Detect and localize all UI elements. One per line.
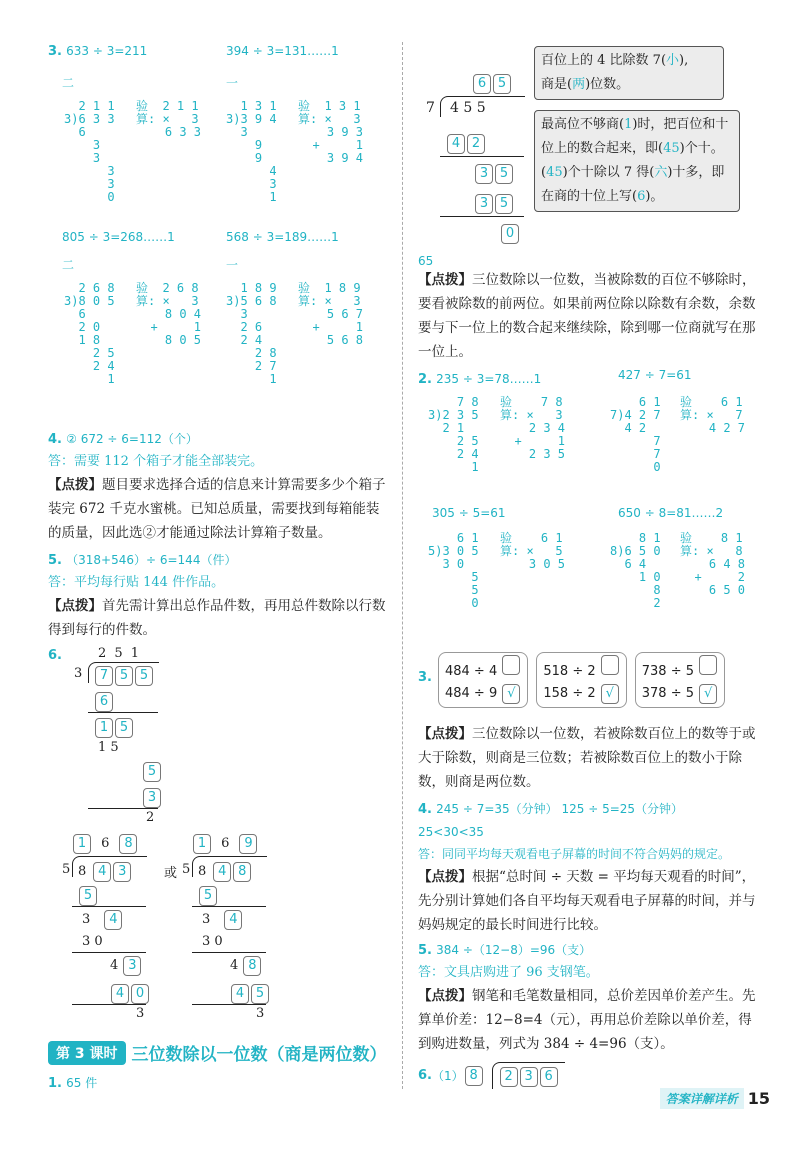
q6b-quotient xyxy=(72,832,138,854)
tip4-tag: 【点拨】 xyxy=(418,988,472,1004)
q5-block xyxy=(48,549,388,642)
speech2-text: )十多，即在商的十位上写( xyxy=(541,165,725,204)
q3c-work: 2 6 8 3)8 0 5 6 2 0 1 8 2 5 2 4 1 xyxy=(64,281,115,386)
q3c-equation: 805 ÷ 3=268……1 xyxy=(62,230,175,244)
q5-label: 5. xyxy=(418,943,432,958)
q6-divisor: 3 xyxy=(74,666,83,681)
q3-compare xyxy=(418,646,758,708)
q6c-remainder: 3 xyxy=(256,1006,265,1021)
compare-group xyxy=(635,652,725,708)
tip1: 三位数除以一位数，当被除数的百位不够除时，要看被除数的前两位。如果前两位除以除数有余数，余数要与下一位上的数合起来继续除，除到哪一位商就写在那一位上。 xyxy=(418,272,756,360)
speech1-text: 百位上的 4 比除数 7( xyxy=(541,53,667,68)
r-65: 65 xyxy=(418,254,434,268)
speech2-text: )个十。( xyxy=(541,141,724,180)
right-column xyxy=(418,40,758,1089)
q6c-box: 4 xyxy=(231,984,249,1004)
q5-answer: 答：文具店购进了 96 支钢笔。 xyxy=(418,965,599,980)
q2a-check: 验 7 8 算: × 3 2 3 4 + 1 2 3 5 xyxy=(500,395,566,461)
q6-remainder: 2 xyxy=(146,810,155,825)
q6-label: 6. xyxy=(418,1068,432,1083)
q6b-box: 4 xyxy=(93,862,111,882)
q2a-equation: 235 ÷ 3=78……1 xyxy=(436,372,542,386)
q6-box: 5 xyxy=(135,666,153,686)
lesson-q1 xyxy=(48,1072,97,1095)
q6c-box: 1 xyxy=(193,834,211,854)
q6-box: 1 xyxy=(95,718,113,738)
q2a-work: 7 8 3)2 3 5 2 1 2 5 2 4 1 xyxy=(428,395,479,474)
tip2: 三位数除以一位数，若被除数百位上的数等于或大于除数，则商是三位数；若被除数百位上的数小于除数，则商是两位数。 xyxy=(418,726,756,790)
compare-group xyxy=(438,652,528,708)
q6c-mid: 6 xyxy=(221,836,230,851)
q6b-remainder: 3 xyxy=(136,1006,145,1021)
column-divider xyxy=(402,42,403,1089)
q5-answer: 答：平均每行贴 144 件作品。 xyxy=(48,575,225,590)
tip2-tag: 【点拨】 xyxy=(418,726,472,742)
q6c-box: 8 xyxy=(243,956,261,976)
compare-box[interactable] xyxy=(502,655,520,675)
div-box: 3 xyxy=(475,164,493,184)
q3-label: 3. xyxy=(48,44,62,59)
q6-label: 6. xyxy=(48,648,62,663)
q2c-work: 6 1 5)3 0 5 3 0 5 5 0 xyxy=(428,531,479,610)
q3d-digit: 一 xyxy=(226,258,239,272)
q5-equation: 384 ÷（12−8）=96（支） xyxy=(436,943,592,957)
q6c-rule xyxy=(192,952,266,953)
q6c-plain30: 3 0 xyxy=(202,934,223,949)
q4-equation: ② 672 ÷ 6=112（个） xyxy=(66,432,198,446)
speech2-fill: 45 xyxy=(546,165,563,180)
division-diagram xyxy=(418,40,758,252)
q6b-rule xyxy=(72,952,146,953)
lesson-title: 三位数除以一位数（商是两位数） xyxy=(131,1045,387,1065)
q6b-box: 1 xyxy=(73,834,91,854)
speech1-fill: 两 xyxy=(572,77,586,92)
q2d-work: 8 1 8)6 5 0 6 4 1 0 8 2 xyxy=(610,531,661,610)
q5-label: 5. xyxy=(48,553,62,568)
q6b-mid: 6 xyxy=(101,836,110,851)
q3d-equation: 568 ÷ 3=189……1 xyxy=(226,230,339,244)
q2d-check: 验 8 1 算: × 8 6 4 8 + 2 6 5 0 xyxy=(680,531,746,597)
compare-box[interactable] xyxy=(699,655,717,675)
q3c-check: 验 2 6 8 算: × 3 8 0 4 + 1 8 0 5 xyxy=(136,281,202,347)
q3b-work: 1 3 1 3)3 9 4 3 9 9 4 3 1 xyxy=(226,99,277,204)
q3b-check: 验 1 3 1 算: × 3 3 9 3 + 1 3 9 4 xyxy=(298,99,364,165)
q4-block xyxy=(48,428,388,545)
q6-plain-15: 1 5 xyxy=(98,740,119,755)
q6-quotient: 2 5 1 xyxy=(98,646,142,661)
q6b-box: 4 xyxy=(111,984,129,1004)
q6b-box: 0 xyxy=(131,984,149,1004)
q6b-box: 5 xyxy=(79,886,97,906)
compare-expr: 518 ÷ 2 xyxy=(543,664,596,679)
q3a-equation: 633 ÷ 3=211 xyxy=(66,44,148,58)
q6-box: 5 xyxy=(115,666,133,686)
q4-label: 4. xyxy=(418,802,432,817)
div-box: 4 xyxy=(447,134,465,154)
q2b-equation: 427 ÷ 7=61 xyxy=(618,368,692,382)
q6-rule xyxy=(88,712,158,713)
compare-expr: 378 ÷ 5 xyxy=(641,686,695,701)
q6c-divisor: 5 xyxy=(182,862,191,877)
div-dividend: 4 5 5 xyxy=(450,100,486,116)
div-rule xyxy=(440,156,524,157)
speech2-fill: 1 xyxy=(624,117,633,132)
q6-block xyxy=(418,1062,758,1089)
tip4: 钢笔和毛笔数量相同，总价差因单价差产生。先算单价差：12−8=4（元），再用总价差除以单价差，得到购进数量，列式为 384 ÷ 4=96（支）。 xyxy=(418,988,756,1052)
q6c-quotient xyxy=(192,832,258,854)
q6-box: 5 xyxy=(143,762,161,782)
speech1-text: ), xyxy=(679,53,689,68)
q6b-divisor: 5 xyxy=(62,862,71,877)
q3d-check: 验 1 8 9 算: × 3 5 6 7 + 1 5 6 8 xyxy=(298,281,364,347)
compare-expr: 484 ÷ 9 xyxy=(444,686,498,701)
q4-answer: 答：需要 112 个箱子才能全部装完。 xyxy=(48,454,264,469)
page-footer xyxy=(660,1088,770,1109)
q2-block-2 xyxy=(418,506,758,642)
footer-label: 答案详解详析 xyxy=(660,1088,744,1109)
lesson-q1-answer: 65 件 xyxy=(66,1076,98,1090)
q6-box: 3 xyxy=(143,788,161,808)
q6b-box: 8 xyxy=(119,834,137,854)
q6-dividend-box: 6 xyxy=(540,1067,558,1087)
div-rule xyxy=(440,216,524,217)
q6c-plain4: 4 xyxy=(230,958,239,973)
q4-compare: 25<30<35 xyxy=(418,825,484,839)
q3c-digit: 二 xyxy=(62,258,75,272)
q6c-box: 4 xyxy=(224,910,242,930)
q4-tip-tag: 【点拨】 xyxy=(48,477,102,493)
speech-bubble-1 xyxy=(534,46,724,100)
q6b-box: 3 xyxy=(123,956,141,976)
q3a-work: 2 1 1 3)6 3 3 6 3 3 3 3 0 xyxy=(64,99,115,204)
q2-block xyxy=(418,368,758,506)
lesson-q1-label: 1. xyxy=(48,1076,62,1091)
speech2-fill: 六 xyxy=(654,165,668,180)
page-number: 15 xyxy=(747,1089,770,1108)
q6b-plain3: 3 xyxy=(82,912,91,927)
compare-expr: 158 ÷ 2 xyxy=(543,686,596,701)
compare-group xyxy=(536,652,626,708)
q6c-box: 4 xyxy=(213,862,231,882)
q2-label: 2. xyxy=(418,372,432,387)
q6-dividend-box: 2 xyxy=(500,1067,518,1087)
div-box: 3 xyxy=(475,194,493,214)
q3b-digit: 一 xyxy=(226,76,239,90)
q6b-box: 3 xyxy=(113,862,131,882)
div-box: 5 xyxy=(495,164,513,184)
q6-box: 7 xyxy=(95,666,113,686)
q3b-equation: 394 ÷ 3=131……1 xyxy=(226,44,339,58)
q5-equation: （318+546）÷ 6=144（件） xyxy=(66,553,237,567)
q6-dividend xyxy=(94,664,154,686)
q2b-check: 验 6 1 算: × 7 4 2 7 xyxy=(680,395,746,435)
div-box: 6 xyxy=(473,74,491,94)
q3-block-2 xyxy=(48,230,388,420)
q6-rule xyxy=(88,808,158,809)
q6c-box: 8 xyxy=(233,862,251,882)
q5-tip-tag: 【点拨】 xyxy=(48,598,102,614)
lesson-header xyxy=(48,1040,387,1065)
div-box: 0 xyxy=(501,224,519,244)
q4-label: 4. xyxy=(48,432,62,447)
lesson-tag: 第 3 课时 xyxy=(48,1041,126,1065)
q6b-dividend-first: 8 xyxy=(78,864,87,879)
speech2-text: )时，把百位和十位上的数合起来，即( xyxy=(541,117,729,156)
div-box: 5 xyxy=(495,194,513,214)
div-box: 2 xyxy=(467,134,485,154)
q6b-plain30: 3 0 xyxy=(82,934,103,949)
div-box: 5 xyxy=(493,74,511,94)
left-column xyxy=(48,40,388,1022)
q6c-box: 9 xyxy=(239,834,257,854)
q6-bracket xyxy=(492,1062,565,1089)
div-divisor: 7 xyxy=(426,100,435,116)
compare-box[interactable]: √ xyxy=(699,684,717,704)
q5-tip: 首先需计算出总作品件数，再用总件数除以行数得到每行的件数。 xyxy=(48,598,386,638)
compare-box[interactable] xyxy=(601,655,619,675)
tip3: 根据“总时间 ÷ 天数 = 平均每天观看的时间”，先分别计算她们各自平均每天观看电子屏幕的时间，并与妈妈规定的最长时间进行比较。 xyxy=(418,869,756,933)
q6c-plain3: 3 xyxy=(202,912,211,927)
speech2-fill: 6 xyxy=(637,189,646,204)
compare-box[interactable]: √ xyxy=(601,684,619,704)
q6-block-2 xyxy=(48,832,388,1022)
q6c-dividend-first: 8 xyxy=(198,864,207,879)
speech1-text: )位数。 xyxy=(585,77,630,92)
compare-expr: 738 ÷ 5 xyxy=(641,664,695,679)
q2d-equation: 650 ÷ 8=81……2 xyxy=(618,506,724,520)
q6b-box: 4 xyxy=(104,910,122,930)
q2c-check: 验 6 1 算: × 5 3 0 5 xyxy=(500,531,566,571)
q4-equation: 245 ÷ 7=35（分钟） 125 ÷ 5=25（分钟） xyxy=(436,802,684,816)
q2b-work: 6 1 7)4 2 7 4 2 7 7 0 xyxy=(610,395,661,474)
compare-box[interactable]: √ xyxy=(502,684,520,704)
q4-answer: 答：同同平均每天观看电子屏幕的时间不符合妈妈的规定。 xyxy=(418,847,731,861)
q2c-equation: 305 ÷ 5=61 xyxy=(432,506,506,520)
q6b-rule xyxy=(72,906,146,907)
q4-tip: 题目要求选择合适的信息来计算需要多少个箱子装完 672 千克水蜜桃。已知总质量，需要找到每箱能装的质量，因此选②才能通过除法计算箱子数量。 xyxy=(48,477,386,541)
speech2-text: )个十除以 7 得( xyxy=(562,165,655,180)
speech1-fill: 小 xyxy=(666,53,680,68)
tip1-tag: 【点拨】 xyxy=(418,272,472,288)
speech1-text: 商是( xyxy=(541,77,573,92)
speech2-fill: 45 xyxy=(663,141,680,156)
q3-label: 3. xyxy=(418,669,432,685)
q6c-rule xyxy=(192,906,266,907)
q6c-rule xyxy=(192,1004,266,1005)
speech2-text: 最高位不够商( xyxy=(541,117,625,132)
q6b-rule xyxy=(72,1004,146,1005)
q6-block xyxy=(48,648,388,828)
speech2-text: )。 xyxy=(645,189,664,204)
compare-expr: 484 ÷ 4 xyxy=(444,664,498,679)
q3a-check: 验 2 1 1 算: × 3 6 3 3 xyxy=(136,99,202,139)
q6b-plain4: 4 xyxy=(110,958,119,973)
q3d-work: 1 8 9 3)5 6 8 3 2 6 2 4 2 8 2 7 1 xyxy=(226,281,277,386)
q6-box: 6 xyxy=(95,692,113,712)
q6-part: （1） xyxy=(431,1069,464,1083)
q3-block xyxy=(48,40,388,230)
q6-or: 或 xyxy=(164,866,178,881)
q6-box: 5 xyxy=(115,718,133,738)
q6-divisor-box: 8 xyxy=(465,1066,483,1086)
q6c-box: 5 xyxy=(251,984,269,1004)
q6c-box: 5 xyxy=(199,886,217,906)
q6-dividend-box: 3 xyxy=(520,1067,538,1087)
q3a-digit: 二 xyxy=(62,76,75,90)
tip3-tag: 【点拨】 xyxy=(418,869,472,885)
speech-bubble-2 xyxy=(534,110,740,212)
